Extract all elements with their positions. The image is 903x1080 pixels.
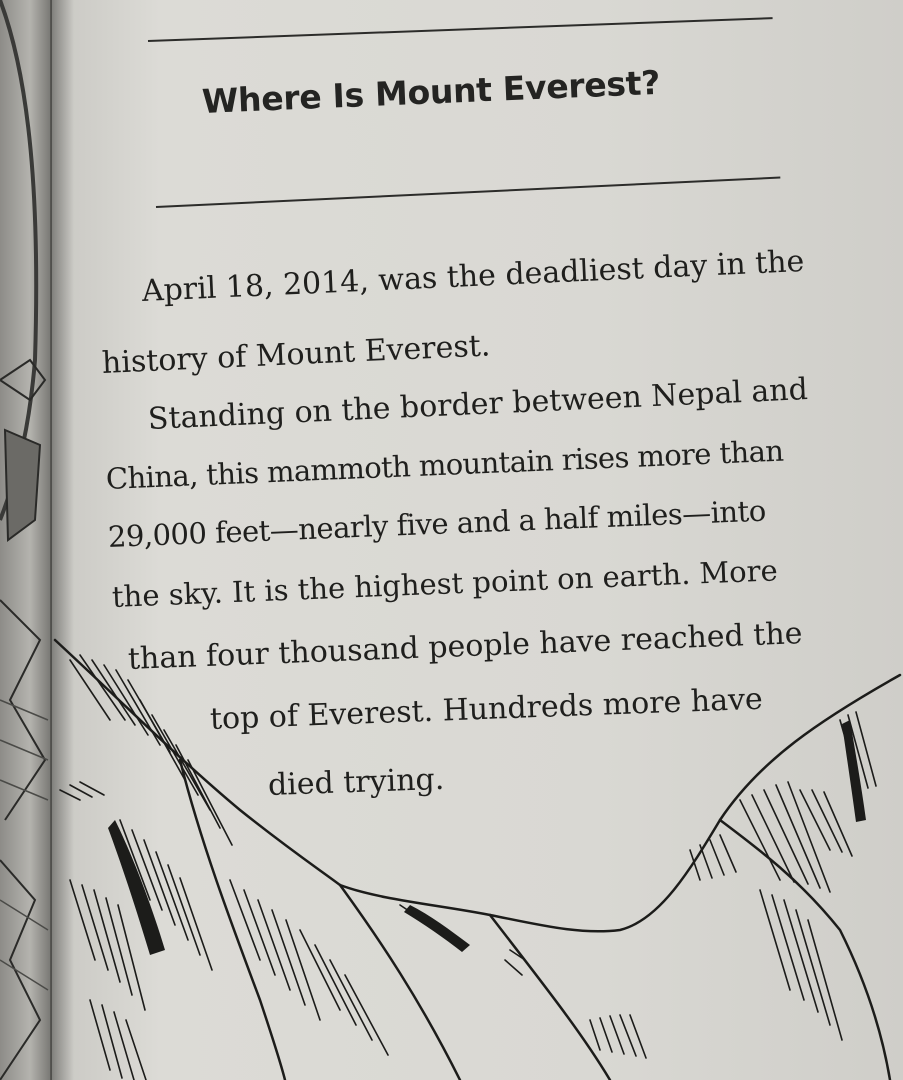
- body-line-4: China, this mammoth mountain rises more than: [105, 433, 784, 496]
- body-line-8: top of Everest. Hundreds more have: [209, 681, 764, 737]
- body-line-9: died trying.: [267, 761, 445, 803]
- chapter-title: Where Is Mount Everest?: [201, 62, 661, 121]
- body-line-3: Standing on the border between Nepal and: [147, 372, 809, 437]
- body-line-6: the sky. It is the highest point on earth. More: [111, 553, 779, 614]
- body-line-5: 29,000 feet—nearly five and a half miles—into: [107, 493, 767, 554]
- body-line-1: April 18, 2014, was the deadliest day in the: [141, 243, 806, 309]
- body-line-7: than four thousand people have reached the: [127, 616, 804, 677]
- body-line-2: history of Mount Everest.: [101, 328, 492, 381]
